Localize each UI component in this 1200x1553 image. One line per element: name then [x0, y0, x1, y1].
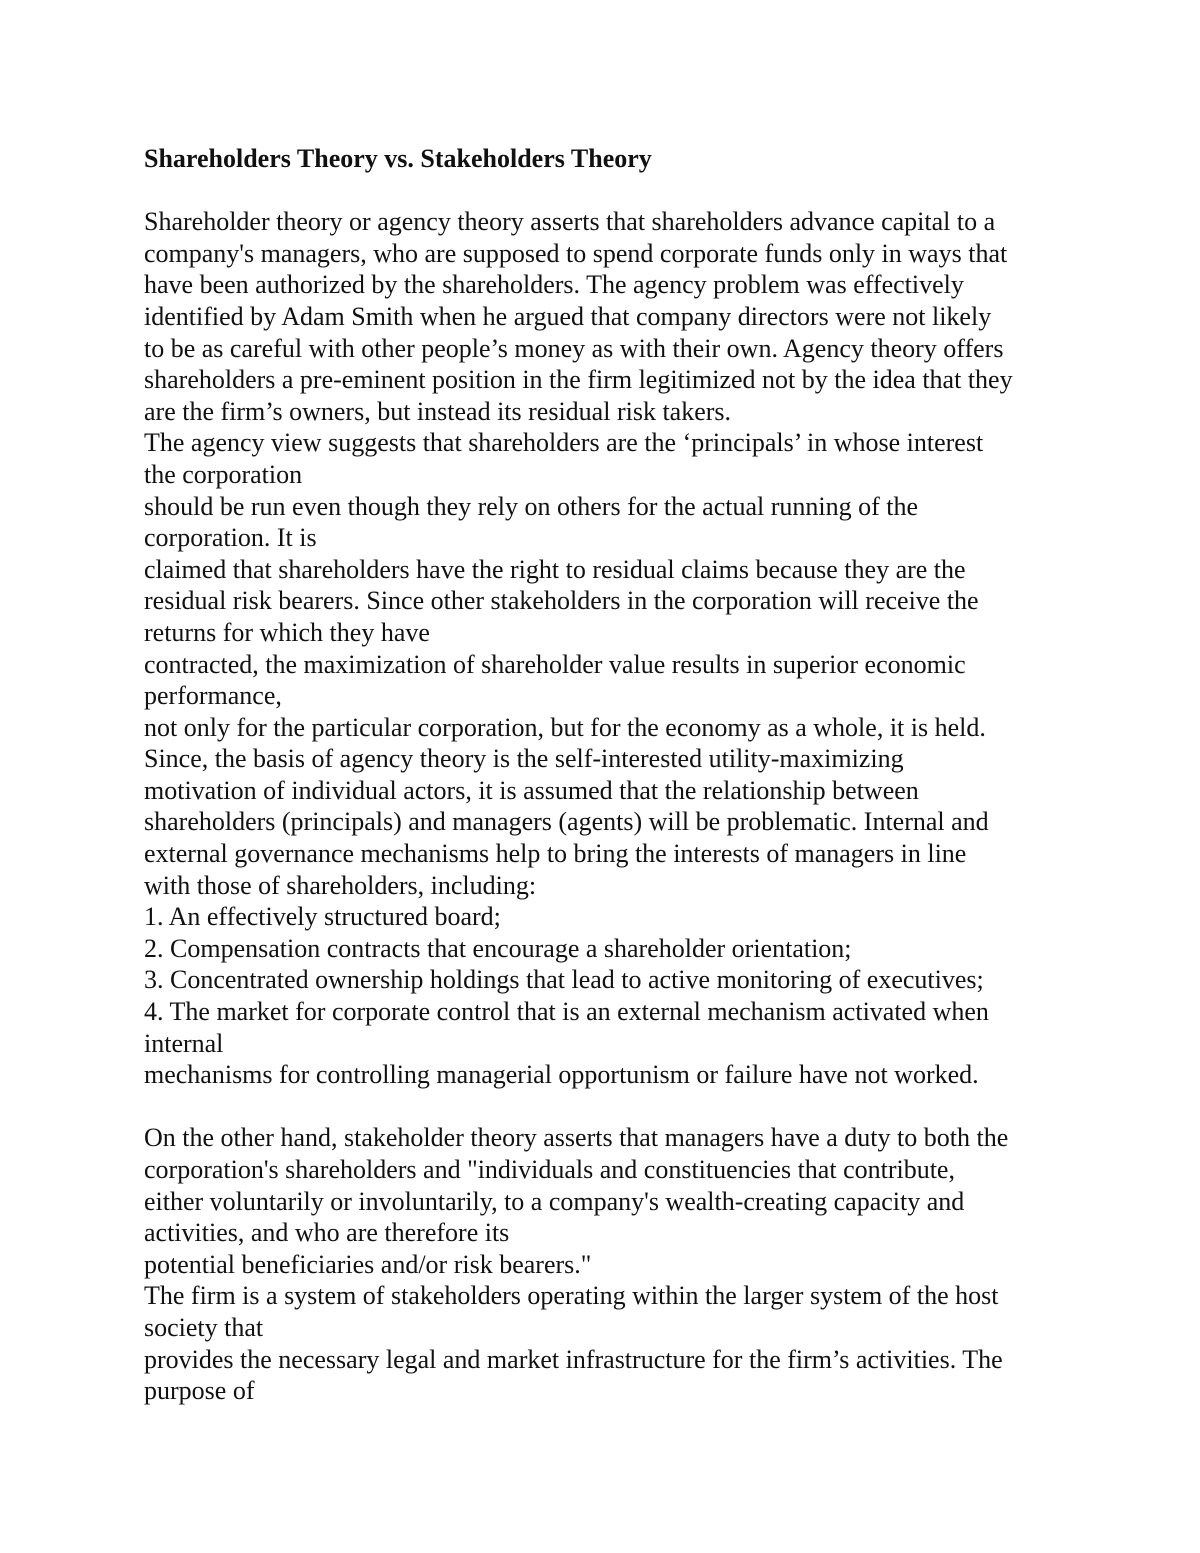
text-line: to be as careful with other people’s money as with their own. Agency theory offers: [144, 333, 1004, 363]
text-line: mechanisms for controlling managerial opportunism or failure have not worked.: [144, 1060, 979, 1090]
paragraph-stakeholder-theory: [144, 1122, 1084, 1406]
text-line: Since, the basis of agency theory is the self-interested utility-maximizing: [144, 744, 904, 774]
text-line: provides the necessary legal and market infrastructure for the firm’s activities. The: [144, 1344, 1003, 1374]
text-line: returns for which they have: [144, 617, 430, 647]
text-line: 2. Compensation contracts that encourage a shareholder orientation;: [144, 933, 852, 963]
text-line: shareholders a pre-eminent position in the firm legitimized not by the idea that they: [144, 365, 1013, 395]
spacer: [144, 1091, 1084, 1123]
text-line: 3. Concentrated ownership holdings that lead to active monitoring of executives;: [144, 965, 984, 995]
document-title: Shareholders Theory vs. Stakeholders Theory: [144, 144, 652, 173]
text-line: are the firm’s owners, but instead its residual risk takers.: [144, 396, 732, 426]
text-line: motivation of individual actors, it is assumed that the relationship between: [144, 775, 919, 805]
text-line: should be run even though they rely on others for the actual running of the: [144, 491, 919, 521]
text-line: activities, and who are therefore its: [144, 1218, 510, 1248]
spacer: [144, 175, 1084, 207]
text-line: shareholders (principals) and managers (agents) will be problematic. Internal and: [144, 807, 989, 837]
text-line: The firm is a system of stakeholders operating within the larger system of the host: [144, 1281, 999, 1311]
paragraph-shareholder-theory: [144, 206, 1084, 1091]
text-line: with those of shareholders, including:: [144, 870, 537, 900]
text-line: society that: [144, 1312, 264, 1342]
text-line: corporation. It is: [144, 523, 317, 553]
text-line: potential beneficiaries and/or risk bearers.": [144, 1249, 592, 1279]
text-line: contracted, the maximization of shareholder value results in superior economic: [144, 649, 966, 679]
text-line: 1. An effectively structured board;: [144, 902, 501, 932]
text-line: performance,: [144, 681, 282, 711]
text-line: have been authorized by the shareholders. The agency problem was effectively: [144, 270, 964, 300]
text-line: identified by Adam Smith when he argued that company directors were not likely: [144, 301, 992, 331]
text-line: On the other hand, stakeholder theory asserts that managers have a duty to both the: [144, 1123, 1009, 1153]
text-line: 4. The market for corporate control that is an external mechanism activated when: [144, 997, 989, 1027]
text-line: external governance mechanisms help to bring the interests of managers in line: [144, 839, 967, 869]
text-line: claimed that shareholders have the right to residual claims because they are the: [144, 554, 966, 584]
text-line: Shareholder theory or agency theory asserts that shareholders advance capital to a: [144, 207, 996, 237]
text-line: company's managers, who are supposed to spend corporate funds only in ways that: [144, 238, 1008, 268]
text-line: internal: [144, 1028, 224, 1058]
text-line: not only for the particular corporation, but for the economy as a whole, it is held.: [144, 712, 986, 742]
text-line: purpose of: [144, 1376, 255, 1406]
document-body: [144, 143, 1084, 1407]
text-line: the corporation: [144, 459, 303, 489]
text-line: either voluntarily or involuntarily, to a company's wealth-creating capacity and: [144, 1186, 965, 1216]
text-line: The agency view suggests that shareholders are the ‘principals’ in whose interest: [144, 428, 984, 458]
text-line: corporation's shareholders and "individuals and constituencies that contribute,: [144, 1155, 955, 1184]
text-line: residual risk bearers. Since other stakeholders in the corporation will receive the: [144, 586, 979, 616]
